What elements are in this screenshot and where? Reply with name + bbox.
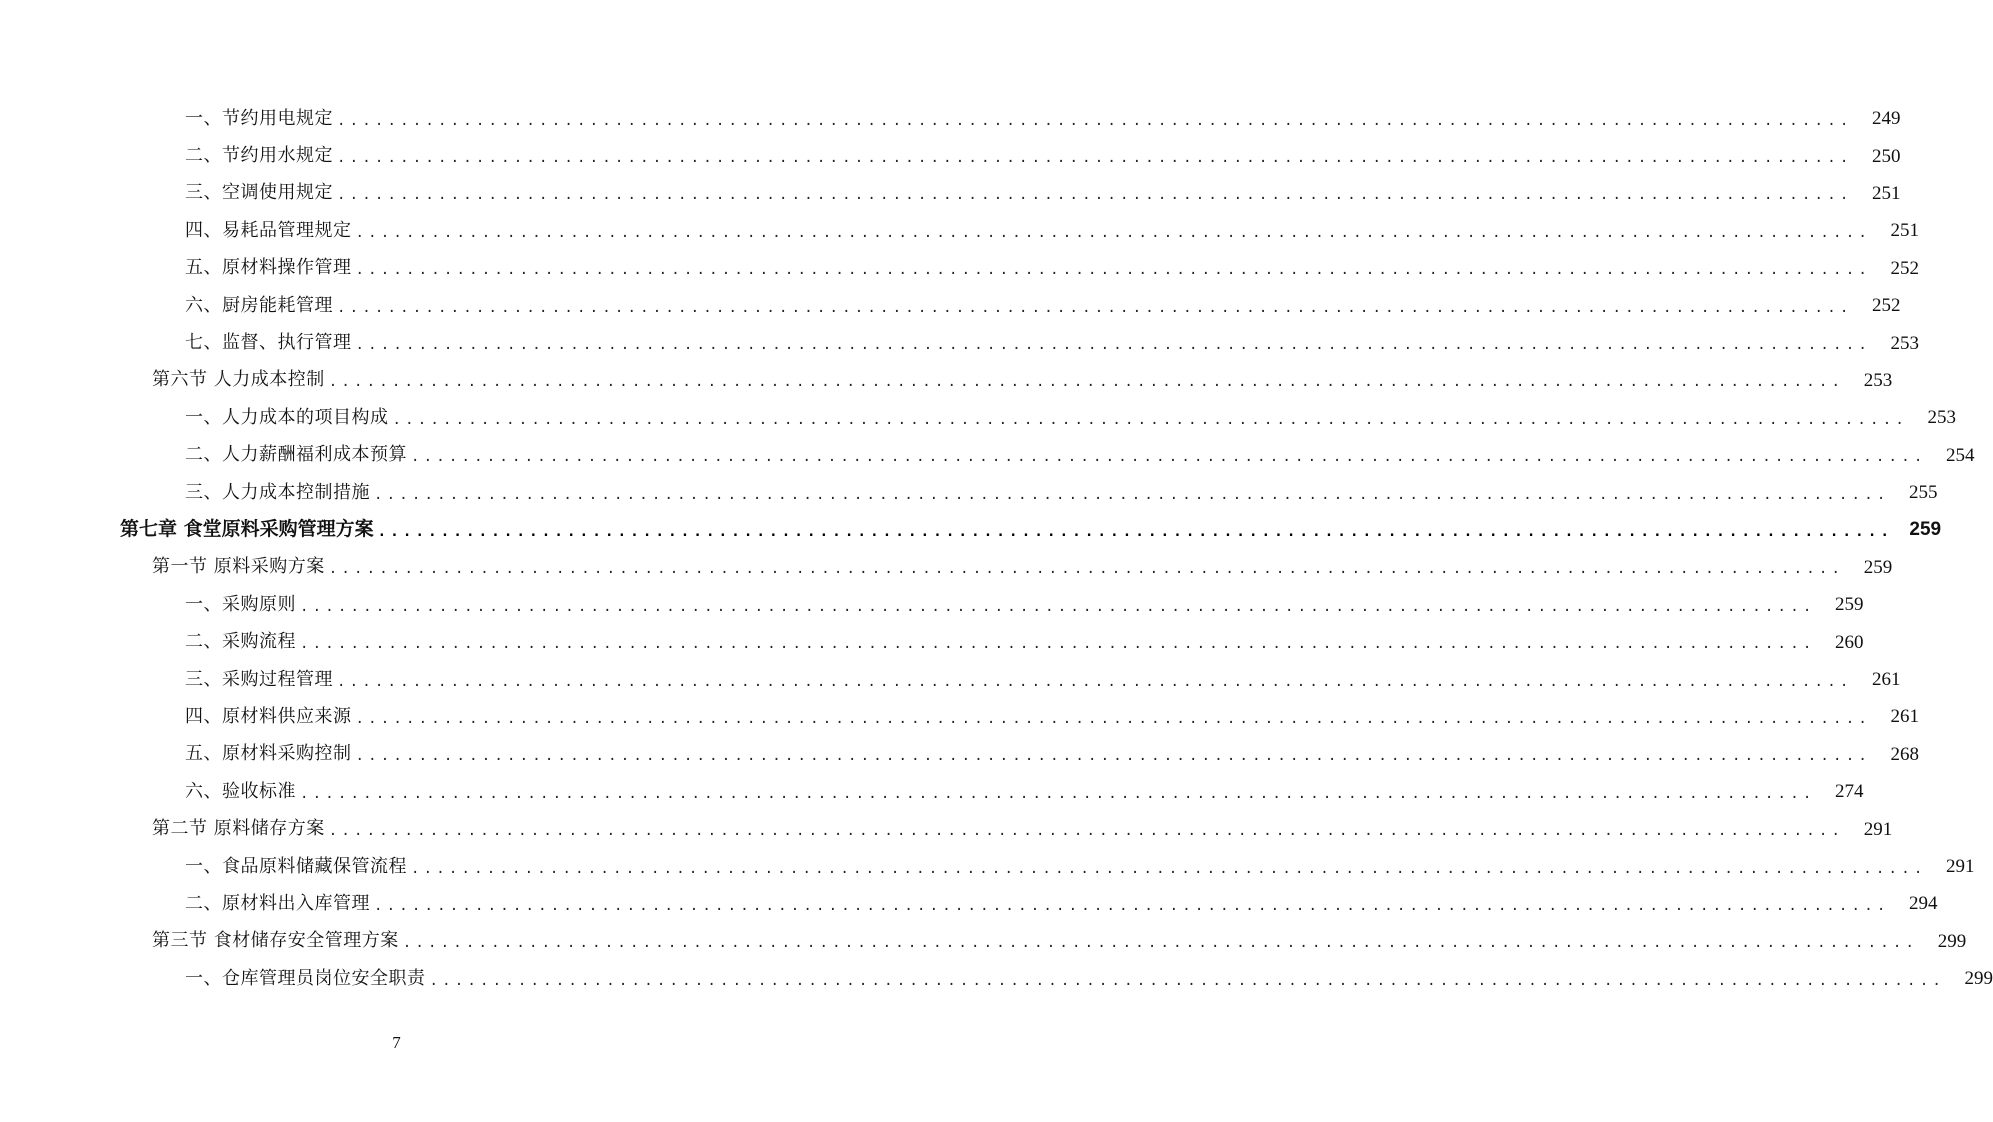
- toc-entry-section: [0, 810, 1893, 847]
- dot-leader: ........................................................................................................................: [337, 299, 1853, 316]
- toc-entry-page: 291: [1863, 818, 1893, 840]
- toc-entry-item: [0, 661, 1901, 698]
- toc-entry-page: 252: [1871, 295, 1901, 317]
- toc-entry-item: [0, 960, 1993, 997]
- toc-entry-title: 二、节约用水规定: [185, 145, 333, 167]
- toc-entry-title: 四、易耗品管理规定: [185, 219, 352, 241]
- toc-entry-title: 五、原材料采购控制: [185, 743, 352, 765]
- table-of-contents: [0, 100, 1993, 997]
- toc-entry-page: 249: [1871, 108, 1901, 130]
- toc-entry-title: 二、采购流程: [185, 631, 296, 653]
- toc-entry-title: 二、人力薪酬福利成本预算: [185, 444, 407, 466]
- toc-entry-page: 250: [1871, 145, 1901, 167]
- toc-entry-title: 第六节 人力成本控制: [152, 369, 325, 391]
- toc-entry-chapter: [0, 511, 1942, 548]
- dot-leader: ........................................................................................................................: [355, 224, 1871, 241]
- toc-entry-page: 252: [1890, 257, 1919, 279]
- toc-entry-page: 261: [1871, 669, 1901, 691]
- toc-entry-title: 第二节 原料储存方案: [152, 818, 325, 840]
- toc-entry-item: [0, 736, 1919, 773]
- toc-entry-page: 255: [1908, 482, 1938, 504]
- dot-leader: ........................................................................................................................: [392, 411, 1908, 428]
- toc-entry-title: 一、仓库管理员岗位安全职责: [185, 967, 426, 989]
- toc-entry-title: 一、食品原料储藏保管流程: [185, 855, 407, 877]
- toc-entry-title: 七、监督、执行管理: [185, 332, 352, 354]
- toc-entry-item: [0, 287, 1901, 324]
- dot-leader: ........................................................................................................................: [337, 112, 1853, 129]
- toc-entry-page: 259: [1909, 519, 1942, 541]
- toc-entry-page: 253: [1927, 407, 1956, 429]
- toc-entry-item: [0, 885, 1938, 922]
- dot-leader: ........................................................................................................................: [355, 262, 1871, 279]
- toc-entry-title: 第三节 食材储存安全管理方案: [152, 930, 399, 952]
- toc-entry-page: 254: [1945, 444, 1975, 466]
- toc-entry-section: [0, 549, 1893, 586]
- dot-leader: ........................................................................................................................: [377, 523, 1894, 540]
- toc-entry-page: 253: [1890, 332, 1919, 354]
- toc-entry-page: 260: [1834, 631, 1864, 653]
- dot-leader: ........................................................................................................................: [300, 636, 1816, 653]
- toc-entry-title: 六、厨房能耗管理: [185, 294, 333, 316]
- dot-leader: ........................................................................................................................: [337, 150, 1853, 167]
- page-number: 7: [392, 1033, 401, 1052]
- toc-entry-title: 一、人力成本的项目构成: [185, 406, 389, 428]
- dot-leader: ........................................................................................................................: [328, 823, 1845, 840]
- toc-entry-item: [0, 623, 1864, 660]
- toc-entry-page: 299: [1964, 968, 1993, 990]
- toc-entry-page: 253: [1863, 369, 1893, 391]
- toc-entry-section: [0, 923, 1967, 960]
- toc-entry-item: [0, 137, 1901, 174]
- toc-entry-title: 四、原材料供应来源: [185, 705, 352, 727]
- toc-entry-page: 251: [1890, 220, 1919, 242]
- dot-leader: ........................................................................................................................: [402, 935, 1919, 952]
- toc-entry-title: 三、采购过程管理: [185, 668, 333, 690]
- toc-entry-item: [0, 212, 1919, 249]
- toc-entry-item: [0, 100, 1901, 137]
- toc-entry-item: [0, 250, 1919, 287]
- dot-leader: ........................................................................................................................: [374, 897, 1890, 914]
- toc-entry-title: 第七章 食堂原料采购管理方案: [120, 518, 374, 541]
- toc-entry-item: [0, 586, 1864, 623]
- dot-leader: ........................................................................................................................: [355, 748, 1871, 765]
- dot-leader: ........................................................................................................................: [337, 187, 1853, 204]
- toc-entry-page: 261: [1890, 706, 1919, 728]
- toc-entry-item: [0, 773, 1864, 810]
- toc-entry-item: [0, 399, 1956, 436]
- toc-entry-title: 一、节约用电规定: [185, 107, 333, 129]
- toc-entry-section: [0, 362, 1893, 399]
- dot-leader: ........................................................................................................................: [300, 598, 1816, 615]
- dot-leader: ........................................................................................................................: [374, 486, 1890, 503]
- dot-leader: ........................................................................................................................: [337, 673, 1853, 690]
- dot-leader: ........................................................................................................................: [411, 860, 1927, 877]
- dot-leader: ........................................................................................................................: [328, 561, 1845, 578]
- toc-entry-item: [0, 324, 1919, 361]
- dot-leader: ........................................................................................................................: [429, 972, 1945, 989]
- toc-entry-page: 299: [1937, 930, 1967, 952]
- toc-entry-page: 291: [1945, 856, 1975, 877]
- dot-leader: ........................................................................................................................: [355, 337, 1871, 354]
- toc-entry-item: [0, 437, 1975, 474]
- toc-entry-item: [0, 474, 1938, 511]
- toc-entry-title: 二、原材料出入库管理: [185, 892, 370, 914]
- toc-entry-title: 六、验收标准: [185, 780, 296, 802]
- toc-entry-title: 三、人力成本控制措施: [185, 481, 370, 503]
- toc-entry-title: 第一节 原料采购方案: [152, 556, 325, 578]
- toc-entry-page: 268: [1890, 743, 1919, 765]
- toc-entry-page: 274: [1834, 781, 1864, 803]
- toc-entry-item: [0, 175, 1901, 212]
- toc-entry-page: 251: [1871, 182, 1901, 204]
- dot-leader: ........................................................................................................................: [300, 785, 1816, 802]
- toc-entry-page: 294: [1908, 893, 1938, 915]
- toc-entry-page: 259: [1863, 556, 1893, 578]
- dot-leader: ........................................................................................................................: [328, 374, 1845, 391]
- toc-entry-title: 一、采购原则: [185, 593, 296, 615]
- toc-entry-page: 259: [1834, 594, 1864, 616]
- toc-entry-title: 三、空调使用规定: [185, 182, 333, 204]
- toc-entry-item: [0, 848, 1975, 885]
- toc-entry-item: [0, 698, 1919, 735]
- dot-leader: ........................................................................................................................: [411, 449, 1927, 466]
- toc-entry-title: 五、原材料操作管理: [185, 257, 352, 279]
- dot-leader: ........................................................................................................................: [355, 710, 1871, 727]
